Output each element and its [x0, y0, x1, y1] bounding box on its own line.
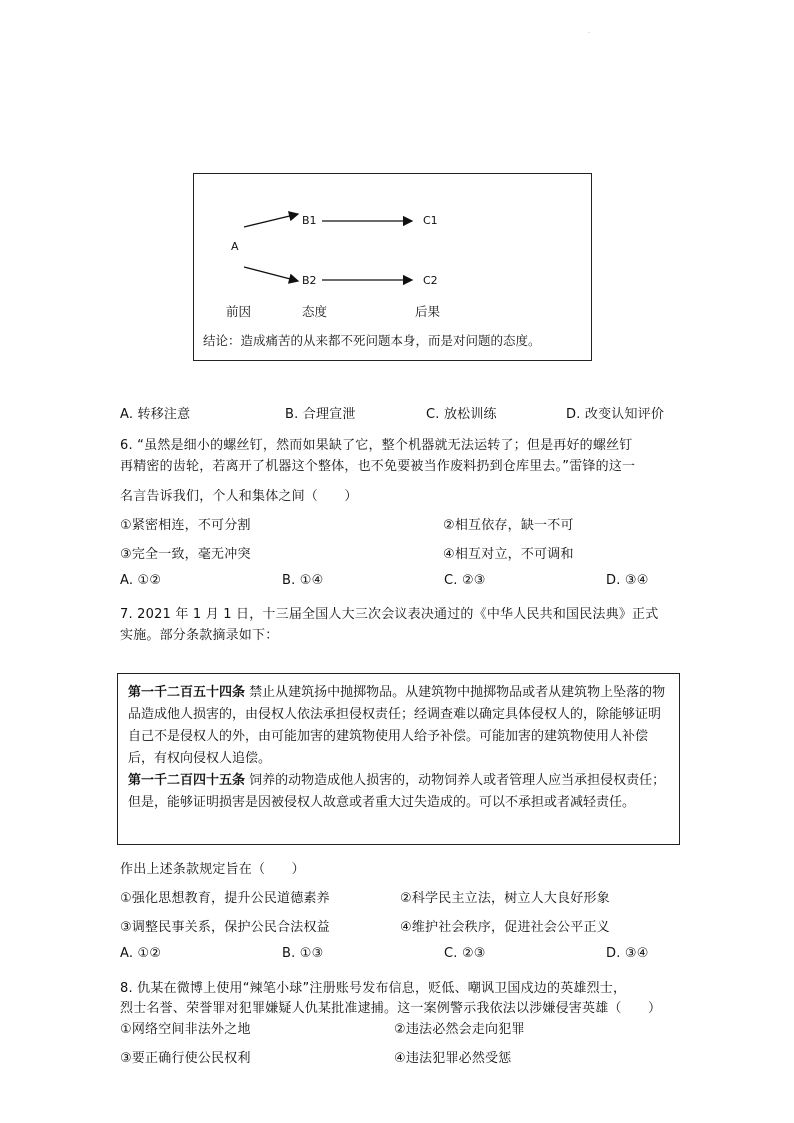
q7-stem-line2: 实施。部分条款摘录如下： — [120, 628, 279, 643]
q6-statement-2: ②相互依存，缺一不可 — [443, 518, 574, 533]
node-b1: B1 — [302, 214, 317, 227]
article-1245-title: 第一千二百四十五条 — [128, 773, 246, 788]
q7-question: 作出上述条款规定旨在（ ） — [120, 862, 305, 877]
article-1245-body: 饲养的动物造成他人损害的，动物饲养人或者管理人应当承担侵权责任；但是，能够证明损害是因被侵权人故意或者重大过失造成的。可以不承担或者减轻责任。 — [128, 773, 666, 810]
article-1245 — [128, 770, 668, 814]
q8-statement-1: ①网络空间非法外之地 — [120, 1022, 251, 1037]
q8-statement-4: ④违法犯罪必然受惩 — [394, 1051, 512, 1066]
q7-statement-1: ①强化思想教育，提升公民道德素养 — [120, 891, 330, 906]
q6-stem-line2: 再精密的齿轮，若离开了机器这个整体，也不免要被当作废料扔到仓库里去。”雷锋的这一 — [120, 459, 636, 474]
q7-option-b: B. ①③ — [282, 946, 324, 961]
node-c1: C1 — [423, 214, 438, 227]
q5-option-b: B. 合理宣泄 — [285, 407, 356, 422]
caption-attitude: 态度 — [302, 304, 328, 319]
q8-stem-line2: 烈士名誉、荣誉罪对犯罪嫌疑人仇某批准逮捕。这一案例警示我依法以涉嫌侵害英雄（ ） — [120, 1001, 662, 1016]
q6-option-c: C. ②③ — [444, 573, 486, 588]
arrow-a-b2 — [244, 267, 298, 281]
q7-statement-3: ③调整民事关系，保护公民合法权益 — [120, 920, 330, 935]
q8-statement-3: ③要正确行使公民权利 — [120, 1051, 251, 1066]
corner-mark: · — [588, 30, 590, 37]
q6-statement-4: ④相互对立，不可调和 — [443, 547, 574, 562]
q8-stem-line1: 8. 仇某在微博上使用“辣笔小球”注册账号发布信息，贬低、嘲讽卫国戍边的英雄烈士， — [120, 981, 627, 996]
q6-stem-line1: 6. “虽然是细小的螺丝钉，然而如果缺了它，整个机器就无法运转了；但是再好的螺丝钉 — [120, 438, 633, 453]
article-1254 — [128, 682, 668, 770]
q5-option-a: A. 转移注意 — [120, 407, 191, 422]
q6-option-b: B. ①④ — [282, 573, 324, 588]
q7-statement-4: ④维护社会秩序，促进社会公平正义 — [400, 920, 610, 935]
caption-cause: 前因 — [226, 304, 252, 319]
caption-result: 后果 — [415, 304, 441, 319]
q6-statement-1: ①紧密相连，不可分割 — [120, 518, 251, 533]
node-a: A — [231, 240, 239, 253]
q6-statement-3: ③完全一致，毫无冲突 — [120, 547, 251, 562]
node-b2: B2 — [302, 274, 317, 287]
q7-statement-2: ②科学民主立法，树立人大良好形象 — [400, 891, 610, 906]
q8-statement-2: ②违法必然会走向犯罪 — [394, 1022, 525, 1037]
article-1254-title: 第一千二百五十四条 — [128, 685, 246, 700]
diagram-box — [193, 173, 592, 361]
q6-option-d: D. ③④ — [606, 573, 649, 588]
node-c2: C2 — [423, 274, 438, 287]
q5-option-c: C. 放松训练 — [426, 407, 497, 422]
article-1254-body: 禁止从建筑扬中抛掷物品。从建筑物中抛掷物品或者从建筑物上坠落的物品造成他人损害的，由侵权人依法承担侵权责任；经调查难以确定具体侵权人的，除能够证明自己不是侵权人的外，由可能加害的建筑物使用人给予补偿。可能加害的建筑物使用人补偿后，有权向侵权人追偿。 — [128, 685, 666, 766]
q6-option-a: A. ①② — [120, 573, 162, 588]
q7-option-a: A. ①② — [120, 946, 162, 961]
q7-option-c: C. ②③ — [444, 946, 486, 961]
q6-stem-line3: 名言告诉我们，个人和集体之间（ ） — [120, 489, 358, 504]
q5-option-d: D. 改变认知评价 — [566, 407, 665, 422]
arrow-a-b1 — [244, 214, 298, 227]
diagram-conclusion: 结论：造成痛苦的从来都不死问题本身，而是对问题的态度。 — [203, 333, 541, 348]
q7-stem-line1: 7. 2021 年 1 月 1 日，十三届全国人大三次会议表决通过的《中华人民共和国民法典》正式 — [120, 607, 659, 622]
q7-option-d: D. ③④ — [606, 946, 649, 961]
